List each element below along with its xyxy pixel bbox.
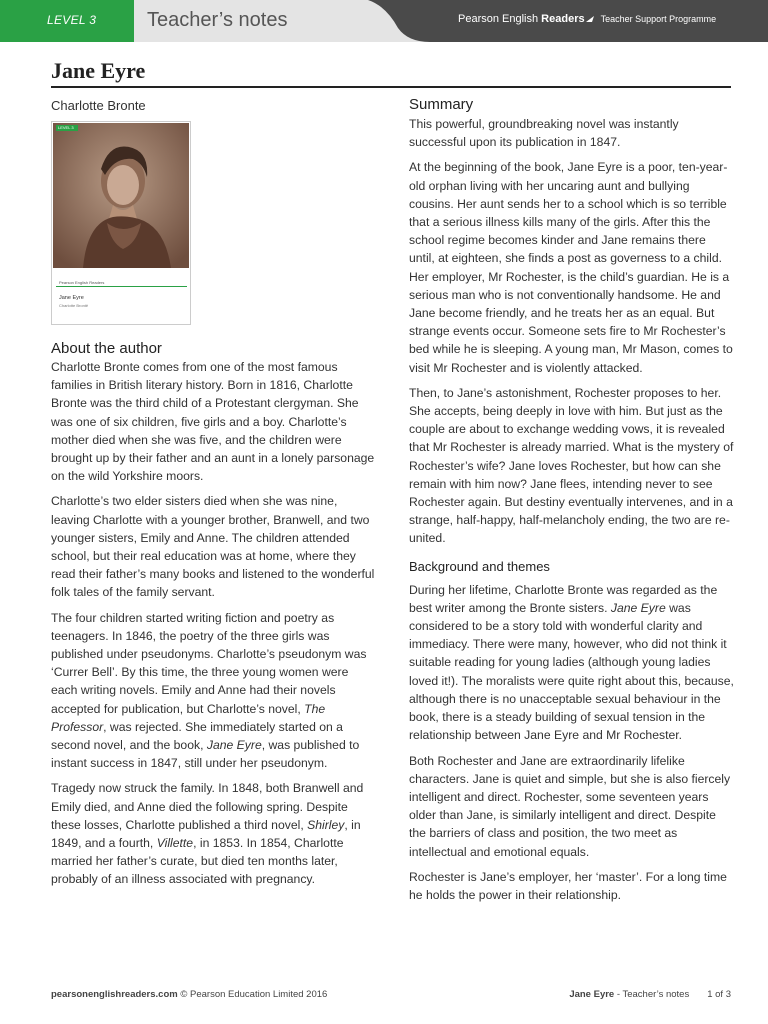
text-run: The four children started writing fiction and poetry as teenagers. In 1846, the poetry of the three girls was published under pseudonyms. Charlotte’s pseudonym was ‘Currer Bell’. By this time, the three young women were each writing novels. Emily and Anne had their novels accepted for publication, but Charlotte’s novel, [51,610,367,716]
text-run: , was rejected. She immediately started on a second novel, and the book, [51,719,343,753]
text-run: Both Rochester and Jane are extraordinarily lifelike characters. Jane is quiet and simple, but she is also fiercely intelligent and direct. Rochester, some seventeen years older than Jane, is similarly intelligent and direct. Despite the barriers of class and position, the two meet as intellectual and emotional equals. [409,753,731,859]
brand-mark-icon [586,16,594,22]
text-run: , in 1853. In 1854, Charlotte married her father’s curate, but died ten months later, probably of an illness associated with pregnancy. [51,836,344,887]
right-column [409,96,734,911]
brand-logo [458,13,716,25]
text-run: Then, to Jane’s astonishment, Rochester proposes to her. She accepts, being deeply in love with him. But just as the couple are about to exchange wedding vows, it is revealed that Mr Rochester is already married. What is the mystery of Rochester’s wife? Jane loves Rochester, but how can she remain with him now? Jane flees, intending never to see Rochester again. But destiny eventually intervenes, and in a strange, half-happy, half-melancholy ending, the two are re-united. [409,385,734,546]
about-heading: About the author [51,340,162,357]
level-badge: LEVEL 3 [0,0,134,42]
paragraph [51,492,376,601]
author-name: Charlotte Bronte [51,98,146,113]
page-title: Jane Eyre [51,58,146,83]
paragraph [409,581,734,745]
text-run: During her lifetime, Charlotte Bronte was regarded as the best writer among the Bronte sisters. [409,582,718,615]
book-cover-image [51,121,191,325]
paragraph [51,609,376,773]
cover-level-badge: LEVEL 3 [56,125,78,131]
cover-divider [56,286,187,287]
left-column [51,96,376,896]
paragraph [409,868,734,904]
paragraph [409,384,734,548]
footer [51,989,731,1000]
cover-title: Jane Eyre [59,295,84,301]
footer-page-number: 1 of 3 [707,989,731,1000]
italic-text: The Professor [51,701,326,734]
italic-text: Villette [156,836,194,851]
text-run: , in 1849, and a fourth, [51,817,361,851]
text-run: Rochester is Jane’s employer, her ‘master’. For a long time he holds the power in their relationship. [409,869,727,902]
text-run: This powerful, groundbreaking novel was instantly successful upon its publication in 1847. [409,117,679,150]
footer-site-link[interactable]: pearsonenglishreaders.com [51,989,178,1000]
paragraph [409,158,734,376]
text-run: , was published to instant success in 1847, still under her pseudonym. [51,738,360,771]
text-run: Tragedy now struck the family. In 1848, both Branwell and Emily died, and Anne died the following spring. Despite these losses, Charlotte published a third novel, [51,781,364,832]
cover-portrait-image [53,123,189,268]
background-heading: Background and themes [409,558,550,574]
brand-bold: Readers [541,13,585,25]
paragraph [51,779,376,888]
text-run: Charlotte’s two elder sisters died when she was nine, leaving Charlotte with a younger brother, Branwell, and two younger sisters, Emily and Anne. The children attended school, but their real education was at home, where they read their father’s many books and listened to the wonderful folk tales of the family servant. [51,494,375,600]
footer-section: - Teacher’s notes [614,989,690,1000]
text-run: Charlotte Bronte comes from one of the most famous families in British literary history. Born in 1816, Charlotte Bronte was the third child of a Protestant clergyman. She was one of six children, five girls and a boy. Charlotte’s mother died when she was five, and the children were brought up by their father and an aunt in a lonely parsonage on the wild Yorkshire moors. [51,360,375,484]
about-body [51,358,376,889]
brand-prefix: Pearson English [458,13,539,25]
header-bar [0,0,768,42]
footer-copyright: © Pearson Education Limited 2016 [180,989,328,1000]
paragraph [51,358,376,485]
paragraph [409,752,734,861]
summary-body [409,115,734,548]
text-run: was considered to be a story told with wonderful clarity and immediacy. There were many, however, who did not think it suitable reading for young ladies (although young ladies loved it!). The moralists were quite right about this, because, although there is no unacceptable sexual behaviour in the book, there is a steady building of sexual tension in the relationship between Jane Eyre and Mr Rochester. [409,600,734,743]
brand-programme: Teacher Support Programme [600,14,717,24]
italic-text: Jane Eyre [206,738,262,753]
italic-text: Jane Eyre [610,600,666,615]
cover-author: Charlotte Brontë [59,303,89,308]
footer-right [569,989,731,1000]
footer-book-title: Jane Eyre [569,989,615,1000]
title-divider [51,86,731,88]
section-title: Teacher’s notes [147,9,288,31]
italic-text: Shirley [307,817,345,832]
cover-brand: Pearson English Readers [59,280,105,285]
text-run: At the beginning of the book, Jane Eyre is a poor, ten-year-old orphan living with her uncaring aunt and bullying cousins. Her aunt sends her to a school which is so terrible that a serious illness kills many of the girls. After this the school regime becomes kinder and Jane remains there until, at eighteen, she finds a post as governess to a child. Her employer, Mr Rochester, is the child’s guardian. He is a serious man who is not conventionally handsome. He and Jane become friendly, and he treats her as an equal. But strange events occur. Someone sets fire to Mr Rochester’s bed while he is sleeping. A young man, Mr Mason, comes to visit Mr Rochester and is violently attacked. [409,160,733,375]
summary-heading: Summary [409,96,474,113]
paragraph [409,115,734,151]
background-body [409,581,734,904]
